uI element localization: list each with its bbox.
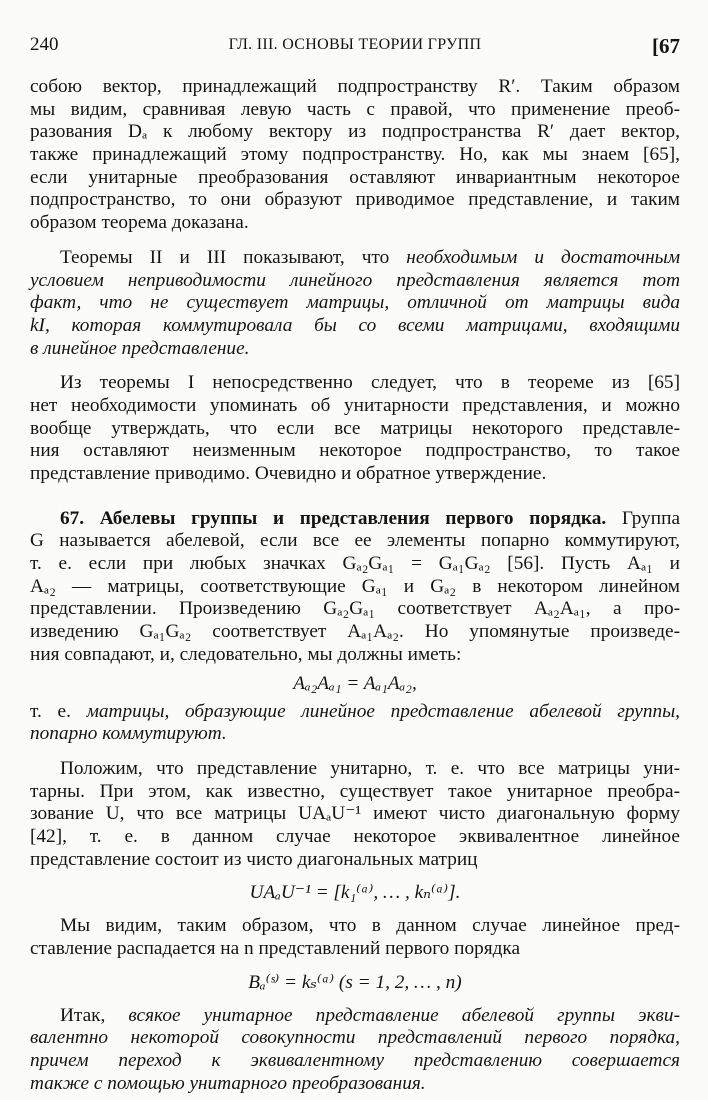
formula-first-order: Bₐ⁽ˢ⁾ = kₛ⁽ᵃ⁾ (s = 1, 2, … , n) <box>248 971 462 993</box>
text-line: G называется абелевой, если все ее элементы попарно коммутируют, <box>30 530 680 552</box>
text-line: также с помощью унитарного преобразования. <box>30 1072 426 1094</box>
text-line: [42], т. е. в данном случае некоторое эквивалентное линейное <box>30 825 680 847</box>
text-line: представление приводимо. Очевидно и обратное утверждение. <box>30 463 547 484</box>
text-line: попарно коммутируют. <box>30 723 227 745</box>
text-line: kI, которая коммутировала бы со всеми матрицами, входящими <box>30 314 680 336</box>
text-line: ния совпадают, и, следовательно, мы должны иметь: <box>30 643 462 665</box>
text-line: собою вектор, принадлежащий подпространству R′. Таким образом <box>30 76 680 97</box>
text-line: подпространство, то они образуют приводимое представление, и таким <box>30 189 680 211</box>
running-title: ГЛ. III. ОСНОВЫ ТЕОРИИ ГРУПП <box>228 36 482 53</box>
page-number: 240 <box>30 34 59 55</box>
section-heading-line: 67. Абелевы группы и представления первого порядка. Группа <box>60 507 680 529</box>
text-line: Из теоремы I непосредственно следует, что в теореме из [65] <box>60 372 680 394</box>
formula-diagonal: UAₐU⁻¹ = [k₁⁽ᵃ⁾, … , kₙ⁽ᵃ⁾]. <box>249 882 461 904</box>
section-reference: [67 <box>652 34 680 58</box>
text-line: Итак, всякое унитарное представление абелевой группы экви- <box>60 1004 680 1026</box>
paragraph-irreducibility <box>30 247 680 360</box>
text-line: Aₐ₂ — матрицы, соответствующие Gₐ₁ и Gₐ₂ в некотором линейном <box>30 575 680 597</box>
section-heading: 67. Абелевы группы и представления первого порядка. <box>60 507 607 529</box>
text-line: представлении. Произведению Gₐ₂Gₐ₁ соответствует Aₐ₂Aₐ₁, а про- <box>30 598 680 620</box>
text-line: разования Dₐ к любому вектору из подпространства R′ дает вектор, <box>30 121 680 143</box>
text-line: ния оставляют неизменным некоторое подпространство, то такое <box>30 440 680 462</box>
section-67 <box>30 508 680 1096</box>
page-header <box>30 34 680 60</box>
text-line: валентно некоторой совокупности представлений первого порядка, <box>30 1027 680 1049</box>
text-line: тарны. При этом, как известно, существует такое унитарное преобра- <box>30 780 680 802</box>
text-line: т. е. матрицы, образующие линейное представление абелевой группы, <box>30 700 680 722</box>
text-line: Теоремы II и III показывают, что необходимым и достаточным <box>60 246 680 268</box>
text-line: мы видим, сравнивая левую часть с правой, что применение преоб- <box>30 98 680 120</box>
formula-commute: Aₐ₂Aₐ₁ = Aₐ₁Aₐ₂, <box>293 672 417 694</box>
text-line: зование U, что все матрицы UAₐU⁻¹ имеют чисто диагональную форму <box>30 803 680 825</box>
text-line: если унитарные преобразования оставляют инвариантным некоторое <box>30 166 680 188</box>
text-line: изведению Gₐ₁Gₐ₂ соответствует Aₐ₁Aₐ₂. Но упомянутые произведе- <box>30 621 680 643</box>
text-line: представление состоит из чисто диагональных матриц <box>30 848 478 870</box>
page-body <box>30 76 680 1095</box>
text-line: условием неприводимости линейного представления является тот <box>30 269 680 291</box>
text-line: образом теорема доказана. <box>30 212 249 234</box>
text-line: в линейное представление. <box>30 337 250 359</box>
text-line: Положим, что представление унитарно, т. е. что все матрицы уни- <box>60 757 680 779</box>
paragraph-proof-end <box>30 76 680 235</box>
text-line: факт, что не существует матрицы, отличной от матрицы вида <box>30 292 680 314</box>
text-line: причем переход к эквивалентному представлению совершается <box>30 1050 680 1072</box>
paragraph-theorem-one <box>30 372 680 485</box>
text-line: также принадлежащий этому подпространству. Но, как мы знаем [65], <box>30 144 680 166</box>
text-line: нет необходимости упоминать об унитарности представления, и можно <box>30 394 680 416</box>
text-line: т. е. если при любых значках Gₐ₂Gₐ₁ = Gₐ₁Gₐ₂ [56]. Пусть Aₐ₁ и <box>30 553 680 575</box>
text-line: вообще утверждать, что если все матрицы некоторого представле- <box>30 417 680 439</box>
text-line: Мы видим, таким образом, что в данном случае линейное пред- <box>60 915 680 937</box>
text-line: ставление распадается на n представлений первого порядка <box>30 938 521 959</box>
